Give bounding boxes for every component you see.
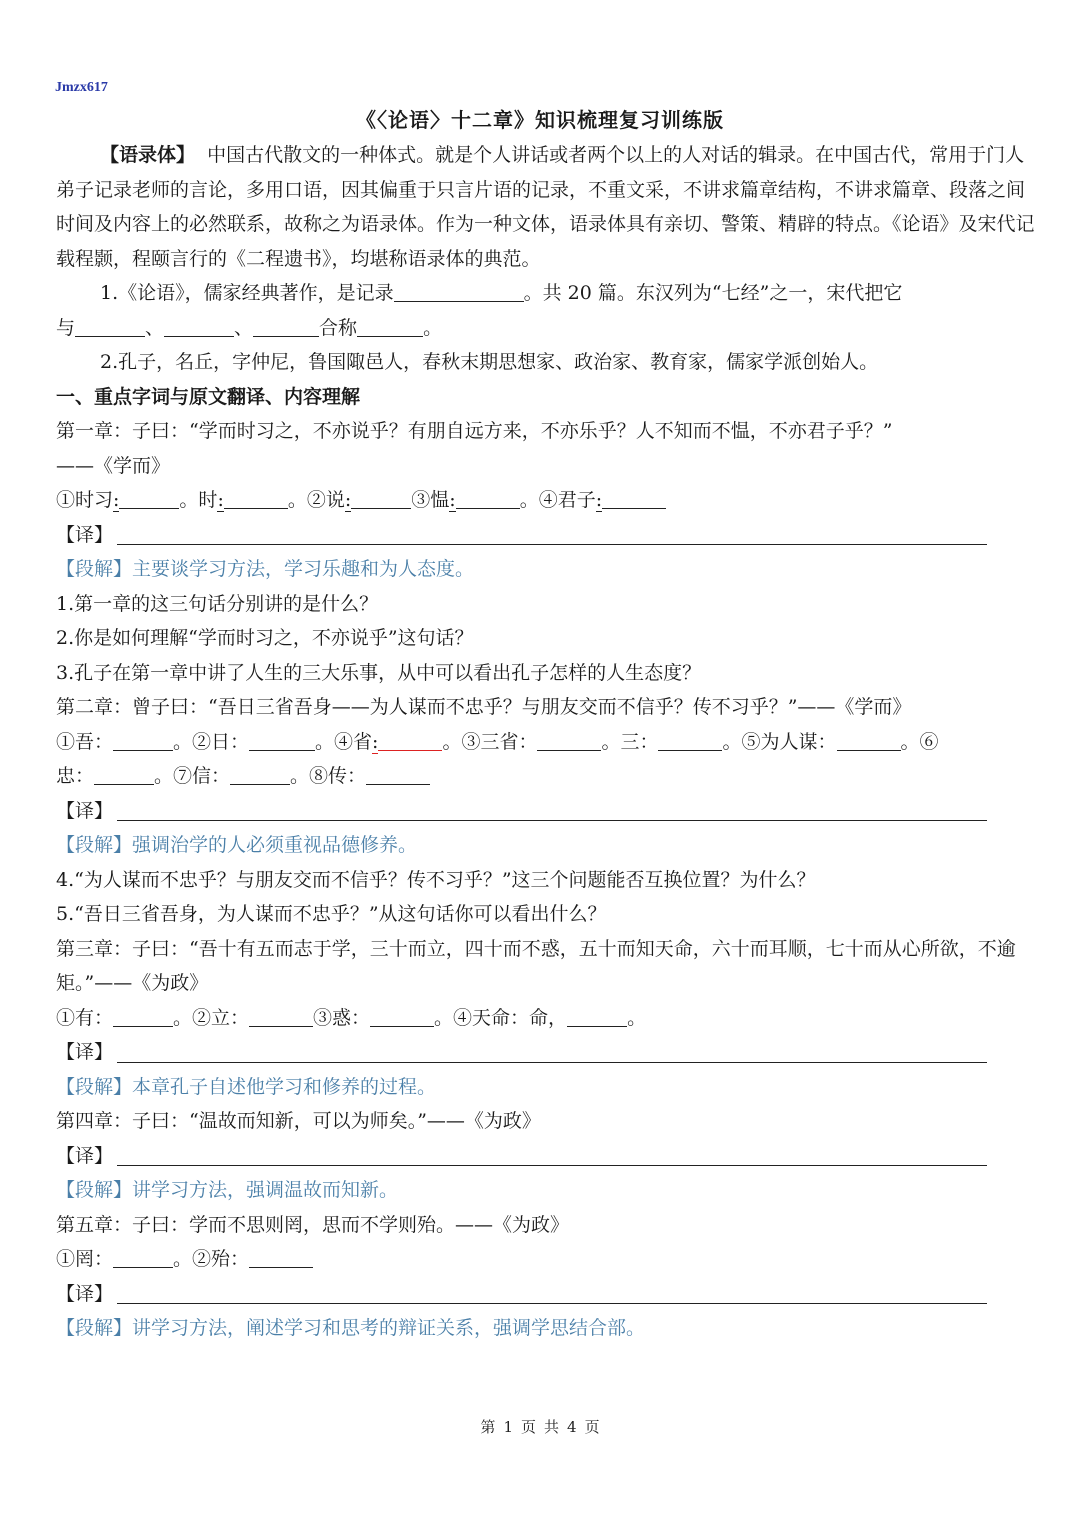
translation-row: 【译】 [56, 1035, 1036, 1070]
chapter-1-analysis: 【段解】主要谈学习方法，学习乐趣和为人态度。 [56, 558, 475, 580]
chapter-2-text: 第二章：曾子曰：“吾日三省吾身——为人谋而不忠乎？与朋友交而不信乎？传不习乎？”——《学而》 [56, 696, 912, 718]
chapter-1-text: 第一章：子曰：“学而时习之，不亦说乎？有朋自远方来，不亦乐乎？人不知而不愠，不亦君子乎？” [56, 420, 893, 442]
chapter-1-source: ——《学而》 [56, 454, 171, 477]
answer-blank[interactable] [164, 314, 234, 337]
question-3: 3.孔子在第一章中讲了人生的三大乐事，从中可以看出孔子怎样的人生态度？ [56, 661, 702, 684]
translation-row: 【译】 [56, 1277, 1036, 1312]
answer-blank[interactable] [119, 486, 179, 509]
question-1: 1.第一章的这三句话分别讲的是什么？ [56, 592, 379, 615]
chapter-3-analysis: 【段解】本章孔子自述他学习和修养的过程。 [56, 1075, 437, 1098]
worksheet-body [56, 138, 1036, 1346]
page-footer: 第 1 页 共 4 页 [480, 1418, 600, 1436]
answer-blank[interactable] [113, 1004, 173, 1027]
answer-blank[interactable] [837, 728, 901, 751]
answer-blank[interactable] [253, 314, 319, 337]
section-heading: 一、重点字词与原文翻译、内容理解 [56, 385, 361, 408]
chapter-3-terms: ①有： 。②立： ③惑： 。④天命：命， 。 [56, 1001, 1036, 1036]
fill-question-2: 2.孔子，名丘，字仲尼，鲁国陬邑人，春秋末期思想家、政治家、教育家，儒家学派创始人。 [100, 351, 879, 373]
fill-question-1: 1.《论语》，儒家经典著作，是记录 。共 20 篇。东汉列为“七经”之一，宋代把它 [56, 276, 1036, 311]
chapter-5-terms: ①罔： 。②殆： [56, 1242, 1036, 1277]
translation-row: 【译】 [56, 518, 1036, 553]
chapter-1-terms: ①时习: 。时: 。②说: ③愠: 。④君子: [56, 483, 1036, 518]
answer-blank[interactable] [567, 1004, 627, 1027]
answer-blank[interactable] [537, 728, 601, 751]
answer-blank[interactable] [370, 1004, 434, 1027]
chapter-5-analysis: 【段解】讲学习方法，阐述学习和思考的辩证关系，强调学思结合部。 [56, 1317, 646, 1339]
answer-blank[interactable] [224, 486, 288, 509]
intro-text: 中国古代散文的一种体式。就是个人讲话或者两个以上的人对话的辑录。在中国古代，常用于门人弟子记录老师的言论，多用口语，因其偏重于只言片语的记录，不重文采，不讲求篇章结构，不讲求篇章、段落之间时间及内容上的必然联系，故称之为语录体。作为一种文体，语录体具有亲切、警策、精辟的特点。《论语》及宋代记载程颢，程颐言行的《二程遗书》，均堪称语录体的典范。 [56, 144, 1035, 270]
chapter-4-analysis: 【段解】讲学习方法，强调温故而知新。 [56, 1179, 399, 1201]
question-2: 2.你是如何理解“学而时习之，不亦说乎”这句话？ [56, 627, 474, 649]
answer-blank[interactable] [658, 728, 722, 751]
answer-blank[interactable] [357, 314, 423, 337]
translation-line[interactable] [117, 524, 987, 545]
fill-question-1-cont: 与 、 、 合称 。 [56, 311, 1036, 346]
answer-blank[interactable] [351, 486, 411, 509]
translation-line[interactable] [117, 1283, 987, 1304]
answer-blank[interactable] [394, 279, 524, 302]
translation-line[interactable] [117, 1145, 987, 1166]
chapter-5-text: 第五章：子曰：学而不思则罔，思而不学则殆。——《为政》 [56, 1213, 570, 1236]
translation-row: 【译】 [56, 1139, 1036, 1174]
translation-row: 【译】 [56, 794, 1036, 829]
answer-blank[interactable] [249, 728, 315, 751]
answer-blank[interactable] [113, 728, 173, 751]
watermark: Jmzx617 [55, 80, 108, 95]
chapter-3-text: 第三章：子曰：“吾十有五而志于学，三十而立，四十而不惑，五十而知天命，六十而耳顺，七十而从心所欲，不逾矩。”——《为政》 [56, 937, 1016, 994]
page-title: 《〈论语〉十二章》知识梳理复习训练版 [356, 108, 724, 132]
answer-blank[interactable] [456, 486, 520, 509]
intro-paragraph [56, 138, 1036, 276]
translation-line[interactable] [117, 800, 987, 821]
answer-blank[interactable] [249, 1004, 313, 1027]
chapter-2-terms: ①吾： 。②日： 。④省: 。③三省： 。三： 。⑤为人谋： 。⑥ [56, 725, 1036, 760]
answer-blank[interactable] [366, 762, 430, 785]
answer-blank[interactable] [602, 486, 666, 509]
page-total: 4 [567, 1418, 577, 1436]
answer-blank[interactable] [230, 762, 290, 785]
chapter-4-text: 第四章：子曰：“温故而知新，可以为师矣。”——《为政》 [56, 1110, 541, 1132]
answer-blank[interactable] [249, 1245, 313, 1268]
answer-blank[interactable] [75, 314, 145, 337]
translation-line[interactable] [117, 1042, 987, 1063]
chapter-2-terms-cont: 忠： 。⑦信： 。⑧传： [56, 759, 1036, 794]
chapter-2-analysis: 【段解】强调治学的人必须重视品德修养。 [56, 834, 418, 856]
answer-blank[interactable] [94, 762, 154, 785]
intro-label: 【语录体】 [100, 144, 196, 166]
question-5: 5.“吾日三省吾身，为人谋而不忠乎？”从这句话你可以看出什么？ [56, 903, 607, 925]
answer-blank[interactable] [113, 1245, 173, 1268]
answer-blank[interactable] [378, 728, 442, 751]
page-number: 1 [503, 1418, 513, 1436]
question-4: 4.“为人谋而不忠乎？与朋友交而不信乎？传不习乎？”这三个问题能否互换位置？为什么？ [56, 868, 816, 891]
